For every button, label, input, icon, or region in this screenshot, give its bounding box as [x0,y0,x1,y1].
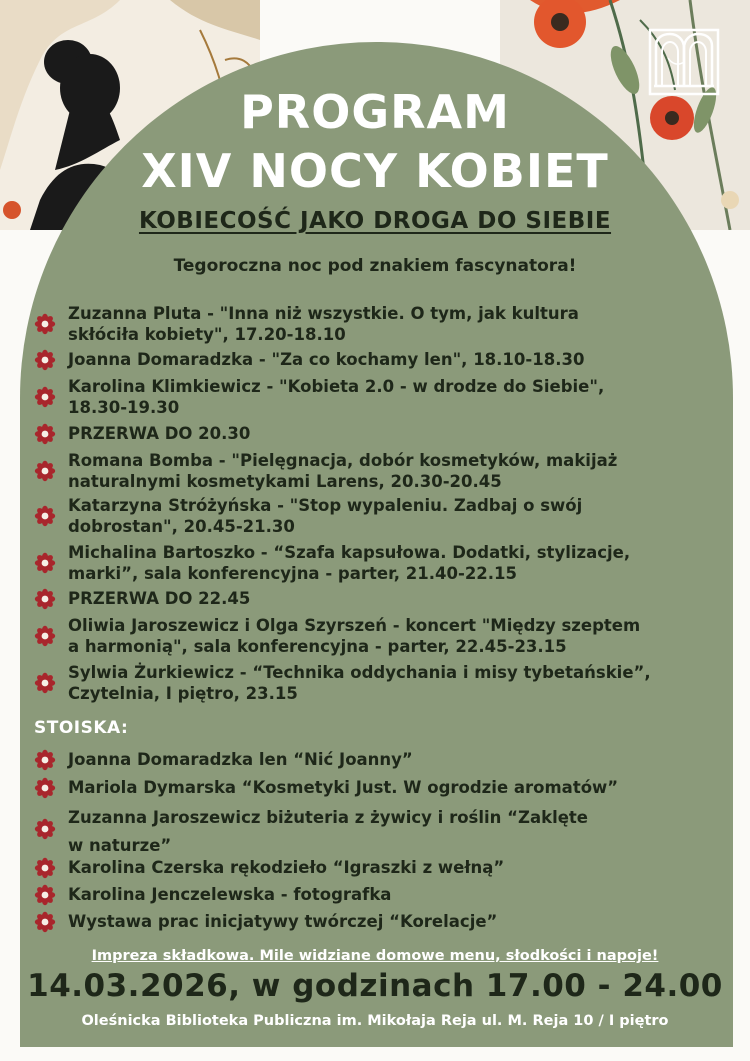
title-line-1: PROGRAM [240,85,510,139]
stoisko-item-line1: Karolina Jenczelewska - fotografka [68,885,392,904]
stoisko-item-line1: Karolina Czerska rękodzieło “Igraszki z wełną” [68,858,505,877]
program-item-line1: Sylwia Żurkiewicz - “Technika oddychania i misy tybetańskie”, [68,663,651,682]
footer-datetime: 14.03.2026, w godzinach 17.00 - 24.00 [27,968,723,1004]
flower-bullet-icon [34,460,56,482]
flower-bullet-icon [34,884,56,906]
stoisko-item-line1: Wystawa prac inicjatywy twórczej “Korelacje” [68,912,498,931]
subtitle: KOBIECOŚĆ JAKO DROGA DO SIEBIE [138,208,612,234]
flower-bullet-icon [34,423,56,445]
program-item-line2: 18.30-19.30 [68,398,180,417]
flower-bullet-icon [34,625,56,647]
program-item-line2: naturalnymi kosmetykami Larens, 20.30-20.45 [68,472,502,491]
flower-bullet-icon [34,552,56,574]
program-item-line1: Karolina Klimkiewicz - "Kobieta 2.0 - w drodze do Siebie", [68,377,605,396]
program-item-line2: Czytelnia, I piętro, 23.15 [68,684,298,703]
program-item-line1: Joanna Domaradzka - "Za co kochamy len", 18.10-18.30 [68,350,585,369]
program-item-line1: PRZERWA DO 22.45 [68,589,251,608]
program-item-line1: Romana Bomba - "Pielęgnacja, dobór kosmetyków, makijaż [68,451,618,470]
flower-bullet-icon [34,349,56,371]
flower-bullet-icon [34,818,56,840]
flower-bullet-icon [34,313,56,335]
stoisko-item-line1: Joanna Domaradzka len “Nić Joanny” [68,750,413,769]
title-line-2: XIV NOCY KOBIET [141,144,609,198]
footer-venue: Oleśnicka Biblioteka Publiczna im. Mikołaja Reja ul. M. Reja 10 / I piętro [81,1013,669,1029]
program-item-line1: Katarzyna Stróżyńska - "Stop wypaleniu. Zadbaj o swój [68,496,583,515]
program-item-line1: Zuzanna Pluta - "Inna niż wszystkie. O tym, jak kultura [68,304,579,323]
program-item-line2: dobrostan", 20.45-21.30 [68,517,295,536]
flower-bullet-icon [34,749,56,771]
tagline: Tegoroczna noc pod znakiem fascynatora! [173,256,577,276]
footer-note: Impreza składkowa. Mile widziane domowe menu, słodkości i napoje! [91,948,659,964]
stoisko-item-line2: w naturze” [68,836,172,855]
flower-bullet-icon [34,672,56,694]
flower-bullet-icon [34,777,56,799]
flower-bullet-icon [34,911,56,933]
program-item-line2: marki”, sala konferencyjna - parter, 21.40-22.15 [68,564,518,583]
program-item-line1: Michalina Bartoszko - “Szafa kapsułowa. Dodatki, stylizacje, [68,543,631,562]
program-item-line1: PRZERWA DO 20.30 [68,424,251,443]
stoisko-item-line1: Zuzanna Jaroszewicz biżuteria z żywicy i roślin “Zaklęte [68,808,588,827]
stoiska-heading: STOISKA: [34,718,129,738]
flower-bullet-icon [34,505,56,527]
flower-bullet-icon [34,588,56,610]
flower-bullet-icon [34,386,56,408]
program-item-line1: Oliwia Jaroszewicz i Olga Szyrszeń - koncert "Między szeptem [68,616,641,635]
program-item-line2: skłóciła kobiety", 17.20-18.10 [68,325,346,344]
program-item-line2: a harmonią", sala konferencyjna - parter, 22.45-23.15 [68,637,567,656]
flower-bullet-icon [34,857,56,879]
stoisko-item-line1: Mariola Dymarska “Kosmetyki Just. W ogrodzie aromatów” [68,778,619,797]
